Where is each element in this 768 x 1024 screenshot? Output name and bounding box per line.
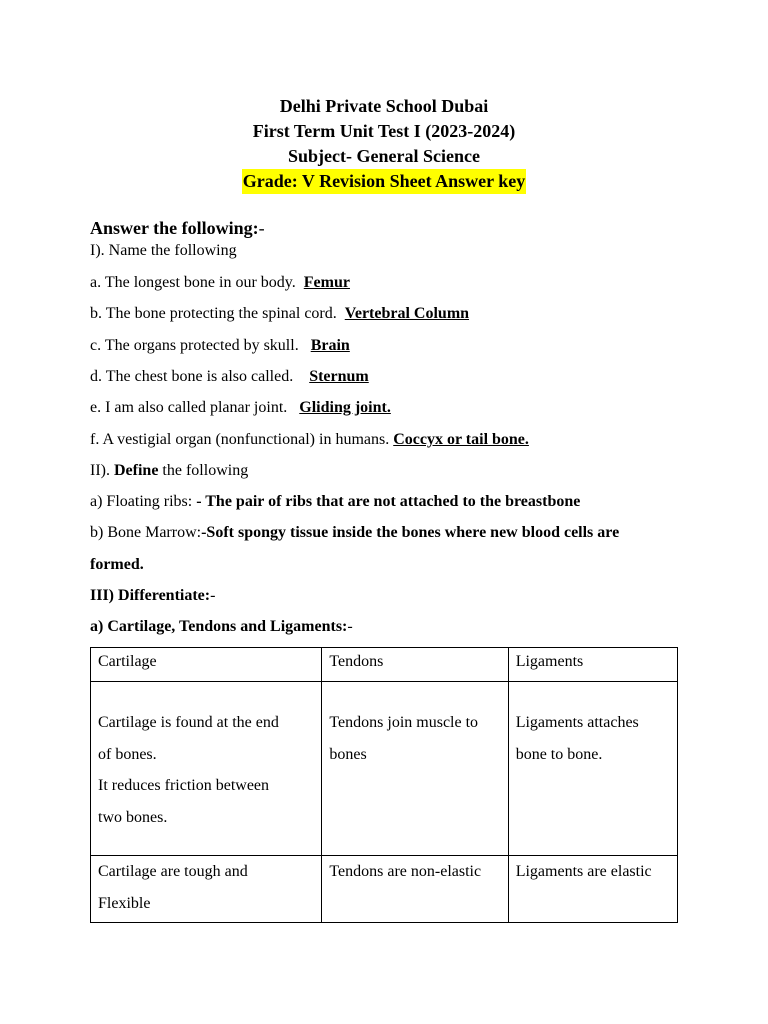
test-name: First Term Unit Test I (2023-2024) — [252, 121, 516, 141]
cell-line: It reduces friction between — [98, 777, 270, 794]
table-header-cell: Ligaments — [508, 648, 677, 682]
cell-line: of bones. — [98, 745, 157, 763]
grade-line: Grade: V Revision Sheet Answer key — [0, 169, 768, 194]
cell-line: bone to bone. — [515, 745, 603, 763]
table-cell — [91, 856, 322, 923]
define-bone-marrow-continued: formed. — [90, 556, 144, 573]
cell-line: two bones. — [98, 808, 168, 826]
table-header-cell: Tendons — [322, 648, 508, 682]
cell-line: Ligaments attaches — [515, 714, 639, 731]
part2-title: II). Define the following — [90, 462, 249, 479]
define-floating-ribs: a) Floating ribs: - The pair of ribs that are not attached to the breastbone — [90, 493, 581, 510]
cell-line: Tendons join muscle to — [329, 714, 479, 731]
table-cell — [508, 682, 677, 856]
table-row — [91, 682, 678, 856]
question-d: d. The chest bone is also called. Sternum — [90, 368, 369, 385]
differentiate-table — [90, 647, 678, 923]
table-cell — [508, 856, 677, 923]
answer-e: Gliding joint. — [299, 399, 391, 416]
table-header-cell: Cartilage — [91, 648, 322, 682]
cell-line: Tendons are non-elastic — [329, 863, 482, 880]
question-c: c. The organs protected by skull. Brain — [90, 337, 350, 354]
define-bone-marrow: b) Bone Marrow:-Soft spongy tissue inside the bones where new blood cells are — [90, 524, 620, 541]
cell-line: Ligaments are elastic — [515, 863, 652, 880]
part3-subtitle: a) Cartilage, Tendons and Ligaments:- — [90, 618, 353, 635]
section-heading: Answer the following:- — [90, 218, 265, 238]
part3-title: III) Differentiate:- — [90, 587, 216, 604]
school-name: Delhi Private School Dubai — [279, 96, 489, 116]
part1-title: I). Name the following — [90, 242, 237, 259]
table-cell — [91, 682, 322, 856]
answer-f: Coccyx or tail bone. — [393, 431, 529, 448]
question-b: b. The bone protecting the spinal cord. Vertebral Column — [90, 305, 470, 322]
answer-b: Vertebral Column — [344, 305, 470, 322]
document-header — [0, 94, 768, 194]
cell-line: Cartilage are tough and — [98, 863, 248, 880]
question-f: f. A vestigial organ (nonfunctional) in humans. Coccyx or tail bone. — [90, 431, 529, 448]
cell-line: bones — [329, 745, 367, 763]
question-e: e. I am also called planar joint. Gliding joint. — [90, 399, 391, 416]
answer-c: Brain — [310, 337, 350, 354]
answer-d: Sternum — [309, 368, 369, 385]
cell-line: Cartilage is found at the end — [98, 714, 279, 731]
question-a: a. The longest bone in our body. Femur — [90, 274, 350, 291]
subject-line: Subject- General Science — [288, 146, 480, 166]
table-cell — [322, 682, 508, 856]
table-row — [91, 856, 678, 923]
answer-a: Femur — [303, 274, 350, 291]
cell-line: Flexible — [98, 894, 151, 912]
table-cell — [322, 856, 508, 923]
table-header-row — [91, 648, 678, 682]
